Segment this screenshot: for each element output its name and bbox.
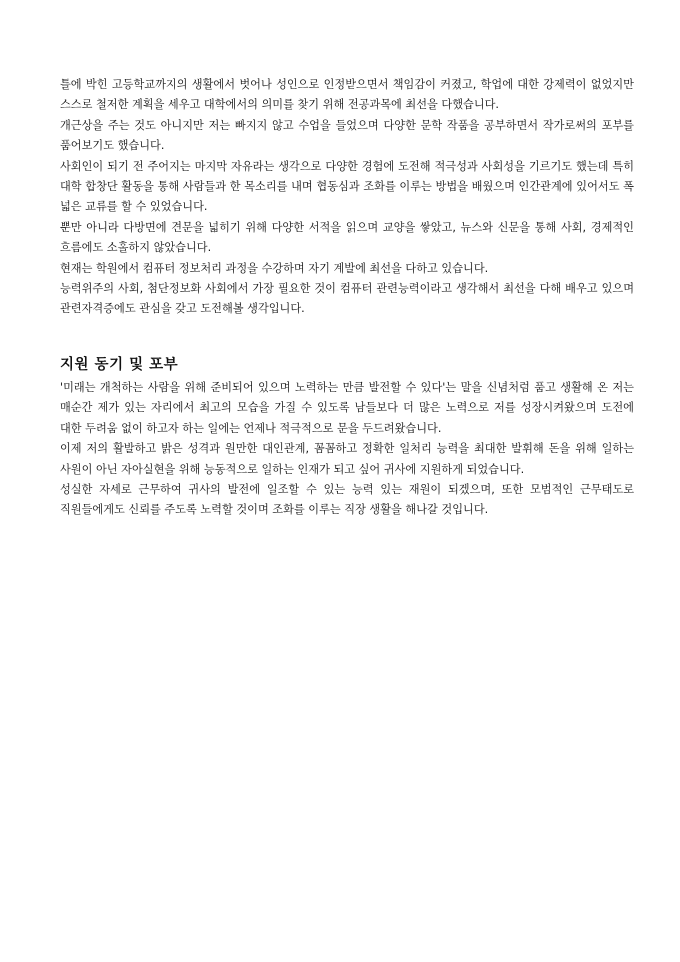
motivation-section xyxy=(60,378,634,521)
body-paragraph: 사회인이 되기 전 주어지는 마지막 자유라는 생각으로 다양한 경험에 도전해 적극성과 사회성을 기르기도 했는데 특히 대학 합창단 활동을 통해 사람들과 한 목소리를 내며 협동심과 조화를 이루는 방법을 배웠으며 인간관계에 있어서도 폭 넓은 교류를 할 수 있었습니다. xyxy=(60,159,634,214)
section-heading: 지원 동기 및 포부 xyxy=(60,357,179,373)
body-paragraph: 성실한 자세로 근무하여 귀사의 발전에 일조할 수 있는 능력 있는 재원이 되겠으며, 또한 모범적인 근무태도로 직원들에게도 신뢰를 주도록 노력할 것이며 조화를 이루는 직장 생활을 해나갈 것입니다. xyxy=(60,483,634,517)
body-paragraph: 현재는 학원에서 컴퓨터 정보처리 과정을 수강하며 자기 계발에 최선을 다하고 있습니다. xyxy=(60,261,489,275)
background-section xyxy=(60,75,634,320)
body-paragraph: '미래는 개척하는 사람을 위해 준비되어 있으며 노력하는 만큼 발전할 수 있다'는 말을 신념처럼 품고 생활해 온 저는 매순간 제가 있는 자리에서 최고의 모습을 가질 수 있도록 남들보다 더 많은 노력으로 저를 성장시켜왔으며 도전에 대한 두려움 없이 하고자 하는 일에는 언제나 적극적으로 문을 두드려왔습니다. xyxy=(60,381,634,435)
body-paragraph: 이제 저의 활발하고 밝은 성격과 원만한 대인관계, 꼼꼼하고 정확한 일처리 능력을 최대한 발휘해 돈을 위해 일하는 사원이 아닌 자아실현을 위해 능동적으로 일하는 인재가 되고 싶어 귀사에 지원하게 되었습니다. xyxy=(60,442,634,476)
body-paragraph: 뿐만 아니라 다방면에 견문을 넓히기 위해 다양한 서적을 읽으며 교양을 쌓았고, 뉴스와 신문을 통해 사회, 경제적인 흐름에도 소홀하지 않았습니다. xyxy=(60,220,634,255)
body-paragraph: 개근상을 주는 것도 아니지만 저는 빠지지 않고 수업을 들었으며 다양한 문학 작품을 공부하면서 작가로써의 포부를 품어보기도 했습니다. xyxy=(60,118,634,153)
body-paragraph: 틀에 박힌 고등학교까지의 생활에서 벗어나 성인으로 인정받으면서 책임감이 커졌고, 학업에 대한 강제력이 없었지만 스스로 철저한 계획을 세우고 대학에서의 의미를 찾기 위해 전공과목에 최선을 다했습니다. xyxy=(60,78,634,112)
body-paragraph: 능력위주의 사회, 첨단정보화 사회에서 가장 필요한 것이 컴퓨터 관련능력이라고 생각해서 최선을 다해 배우고 있으며 관련자격증에도 관심을 갖고 도전해볼 생각입니다. xyxy=(60,282,634,316)
